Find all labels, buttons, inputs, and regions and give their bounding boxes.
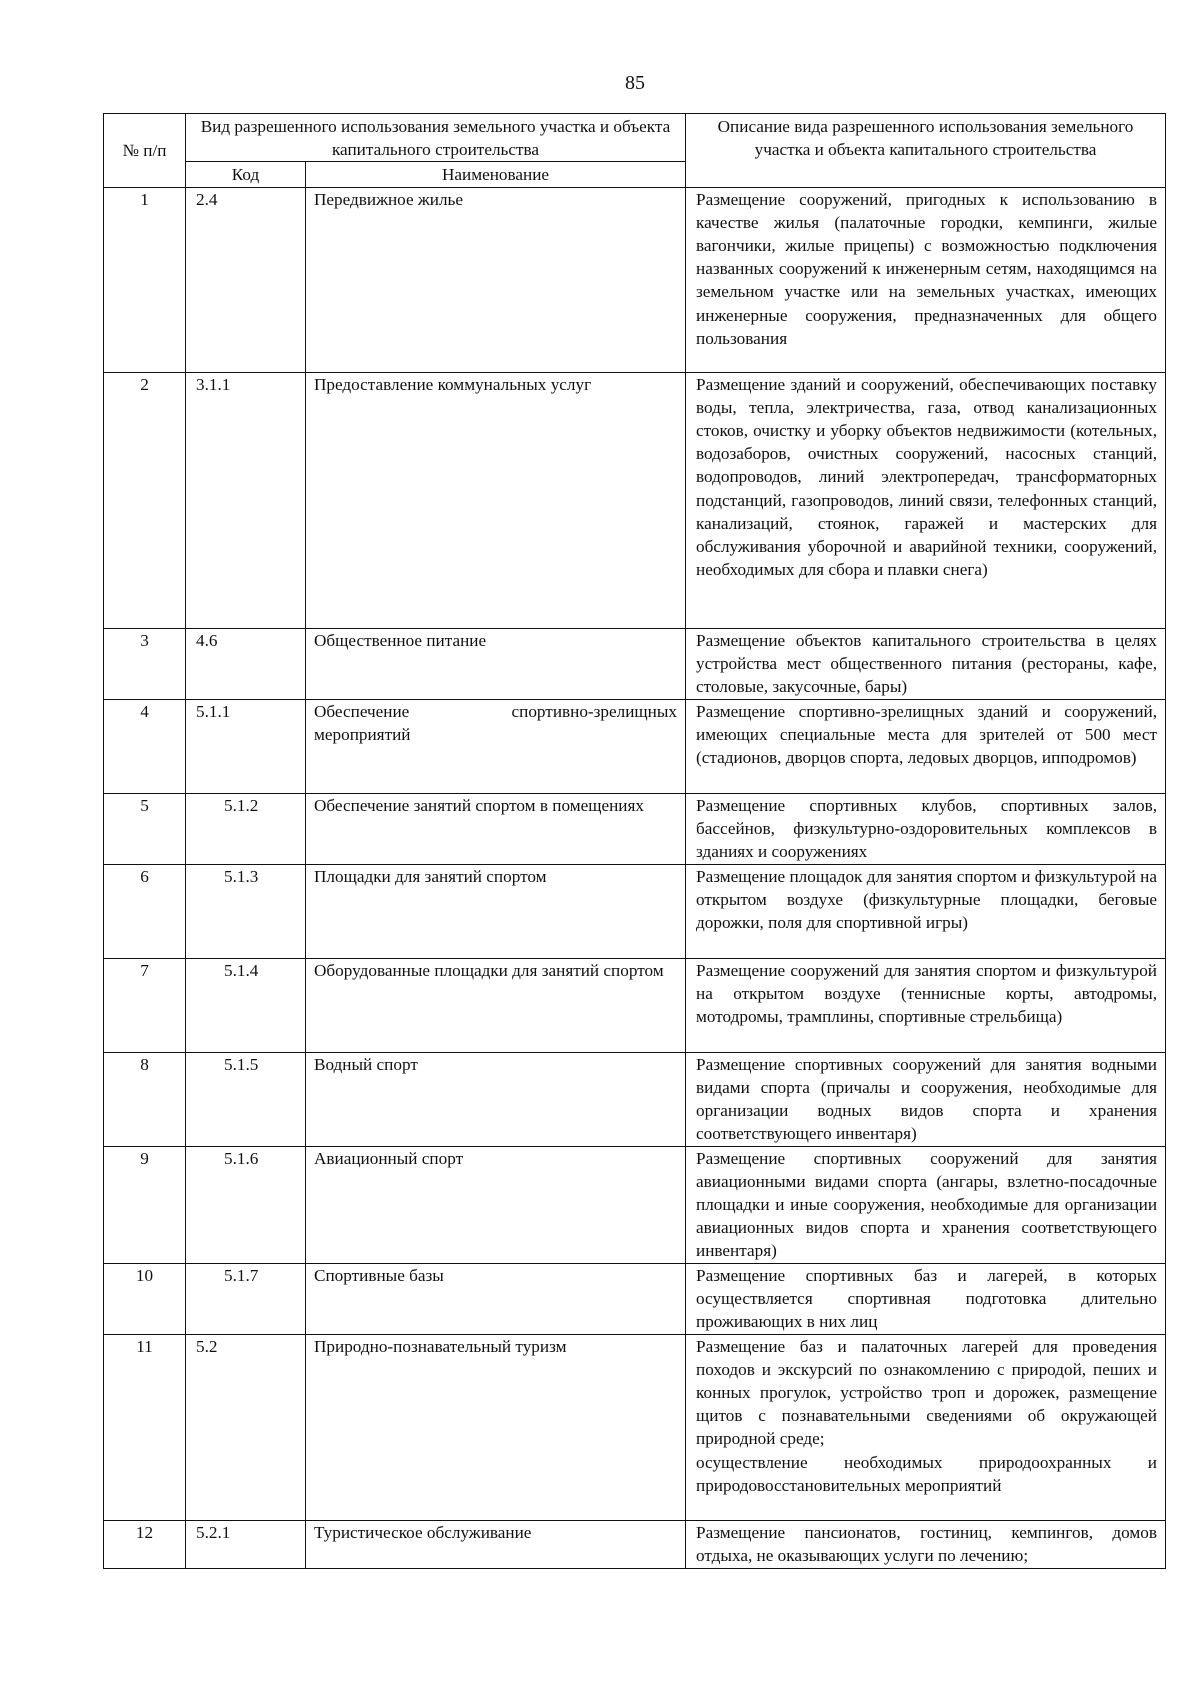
row-name: Авиационный спорт xyxy=(306,1146,686,1263)
table-row xyxy=(104,958,1166,1052)
header-use-type: Вид разрешенного использования земельного участка и объекта капитального строительства xyxy=(186,114,686,162)
header-number: № п/п xyxy=(104,114,186,188)
row-description: Размещение объектов капитального строительства в целях устройства мест общественного питания (рестораны, кафе, столовые, закусочные, бары) xyxy=(686,628,1166,699)
table-row xyxy=(104,793,1166,864)
row-description: Размещение спортивно-зрелищных зданий и сооружений, имеющих специальные места для зрителей от 500 мест (стадионов, дворцов спорта, ледовых дворцов, ипподромов) xyxy=(686,699,1166,793)
row-code: 5.2 xyxy=(186,1334,306,1520)
row-number: 4 xyxy=(104,699,186,793)
row-description: Размещение спортивных сооружений для занятия авиационными видами спорта (ангары, взлетно-посадочные площадки и иные сооружения, необходимые для организации авиационных видов спорта и хранения соответствующего инвентаря) xyxy=(686,1146,1166,1263)
table-row xyxy=(104,1052,1166,1146)
row-description: Размещение площадок для занятия спортом и физкультурой на открытом воздухе (физкультурные площадки, беговые дорожки, поля для спортивной игры) xyxy=(686,864,1166,958)
row-code: 5.1.3 xyxy=(186,864,306,958)
table-row xyxy=(104,187,1166,372)
table-row xyxy=(104,1520,1166,1568)
row-number: 8 xyxy=(104,1052,186,1146)
row-number: 3 xyxy=(104,628,186,699)
header-description: Описание вида разрешенного использования земельного участка и объекта капитального строительства xyxy=(686,114,1166,188)
row-number: 7 xyxy=(104,958,186,1052)
table-row xyxy=(104,864,1166,958)
row-description: Размещение сооружений, пригодных к использованию в качестве жилья (палаточные городки, кемпинги, жилые вагончики, жилые прицепы) с возможностью подключения названных сооружений к инженерным сетям, находящимся на земельном участке или на земельных участках, имеющих инженерные сооружения, предназначенных для общего пользования xyxy=(686,187,1166,372)
land-use-table xyxy=(103,113,1166,1569)
row-number: 12 xyxy=(104,1520,186,1568)
row-name: Передвижное жилье xyxy=(306,187,686,372)
row-description: Размещение спортивных клубов, спортивных залов, бассейнов, физкультурно-оздоровительных комплексов в зданиях и сооружениях xyxy=(686,793,1166,864)
row-code: 3.1.1 xyxy=(186,372,306,628)
row-name: Природно-познавательный туризм xyxy=(306,1334,686,1520)
table-row xyxy=(104,628,1166,699)
row-number: 2 xyxy=(104,372,186,628)
row-description: Размещение зданий и сооружений, обеспечивающих поставку воды, тепла, электричества, газа, отвод канализационных стоков, очистку и уборку объектов недвижимости (котельных, водозаборов, очистных сооружений, насосных станций, водопроводов, линий электропередач, трансформаторных подстанций, газопроводов, линий связи, телефонных станций, канализаций, стоянок, гаражей и мастерских для обслуживания уборочной и аварийной техники, сооружений, необходимых для сбора и плавки снега) xyxy=(686,372,1166,628)
row-number: 10 xyxy=(104,1263,186,1334)
row-name: Водный спорт xyxy=(306,1052,686,1146)
row-number: 9 xyxy=(104,1146,186,1263)
row-code: 5.1.6 xyxy=(186,1146,306,1263)
table-row xyxy=(104,1146,1166,1263)
row-code: 4.6 xyxy=(186,628,306,699)
row-name: Обеспечение спортивно-зрелищных мероприятий xyxy=(306,699,686,793)
header-name: Наименование xyxy=(306,162,686,187)
row-number: 1 xyxy=(104,187,186,372)
row-name: Общественное питание xyxy=(306,628,686,699)
row-code: 5.1.2 xyxy=(186,793,306,864)
row-description: Размещение спортивных баз и лагерей, в которых осуществляется спортивная подготовка длительно проживающих в них лиц xyxy=(686,1263,1166,1334)
table-row xyxy=(104,699,1166,793)
row-code: 5.1.7 xyxy=(186,1263,306,1334)
row-name: Оборудованные площадки для занятий спортом xyxy=(306,958,686,1052)
row-description xyxy=(686,1334,1166,1520)
table-row xyxy=(104,372,1166,628)
row-number: 6 xyxy=(104,864,186,958)
row-description-paragraph: осуществление необходимых природоохранных и природовосстановительных мероприятий xyxy=(696,1452,1158,1495)
row-name: Спортивные базы xyxy=(306,1263,686,1334)
row-code: 5.2.1 xyxy=(186,1520,306,1568)
table-body xyxy=(104,187,1166,1568)
row-name: Площадки для занятий спортом xyxy=(306,864,686,958)
row-number: 5 xyxy=(104,793,186,864)
table-header xyxy=(104,114,1166,188)
row-code: 2.4 xyxy=(186,187,306,372)
row-description: Размещение пансионатов, гостиниц, кемпингов, домов отдыха, не оказывающих услуги по лечению; xyxy=(686,1520,1166,1568)
row-name: Туристическое обслуживание xyxy=(306,1520,686,1568)
row-name: Обеспечение занятий спортом в помещениях xyxy=(306,793,686,864)
header-code: Код xyxy=(186,162,306,187)
table-row xyxy=(104,1263,1166,1334)
row-description: Размещение спортивных сооружений для занятия водными видами спорта (причалы и сооружения, необходимые для организации водных видов спорта и хранения соответствующего инвентаря) xyxy=(686,1052,1166,1146)
page-number: 85 xyxy=(625,72,645,94)
row-description: Размещение сооружений для занятия спортом и физкультурой на открытом воздухе (теннисные корты, автодромы, мотодромы, трамплины, спортивные стрельбища) xyxy=(686,958,1166,1052)
row-number: 11 xyxy=(104,1334,186,1520)
row-name: Предоставление коммунальных услуг xyxy=(306,372,686,628)
row-code: 5.1.4 xyxy=(186,958,306,1052)
row-code: 5.1.5 xyxy=(186,1052,306,1146)
row-code: 5.1.1 xyxy=(186,699,306,793)
row-description-paragraph: Размещение баз и палаточных лагерей для проведения походов и экскурсий по ознакомлению с природой, пеших и конных прогулок, устройство троп и дорожек, размещение щитов с познавательными сведениями об окружающей природной среде; xyxy=(696,1336,1158,1449)
table-row xyxy=(104,1334,1166,1520)
